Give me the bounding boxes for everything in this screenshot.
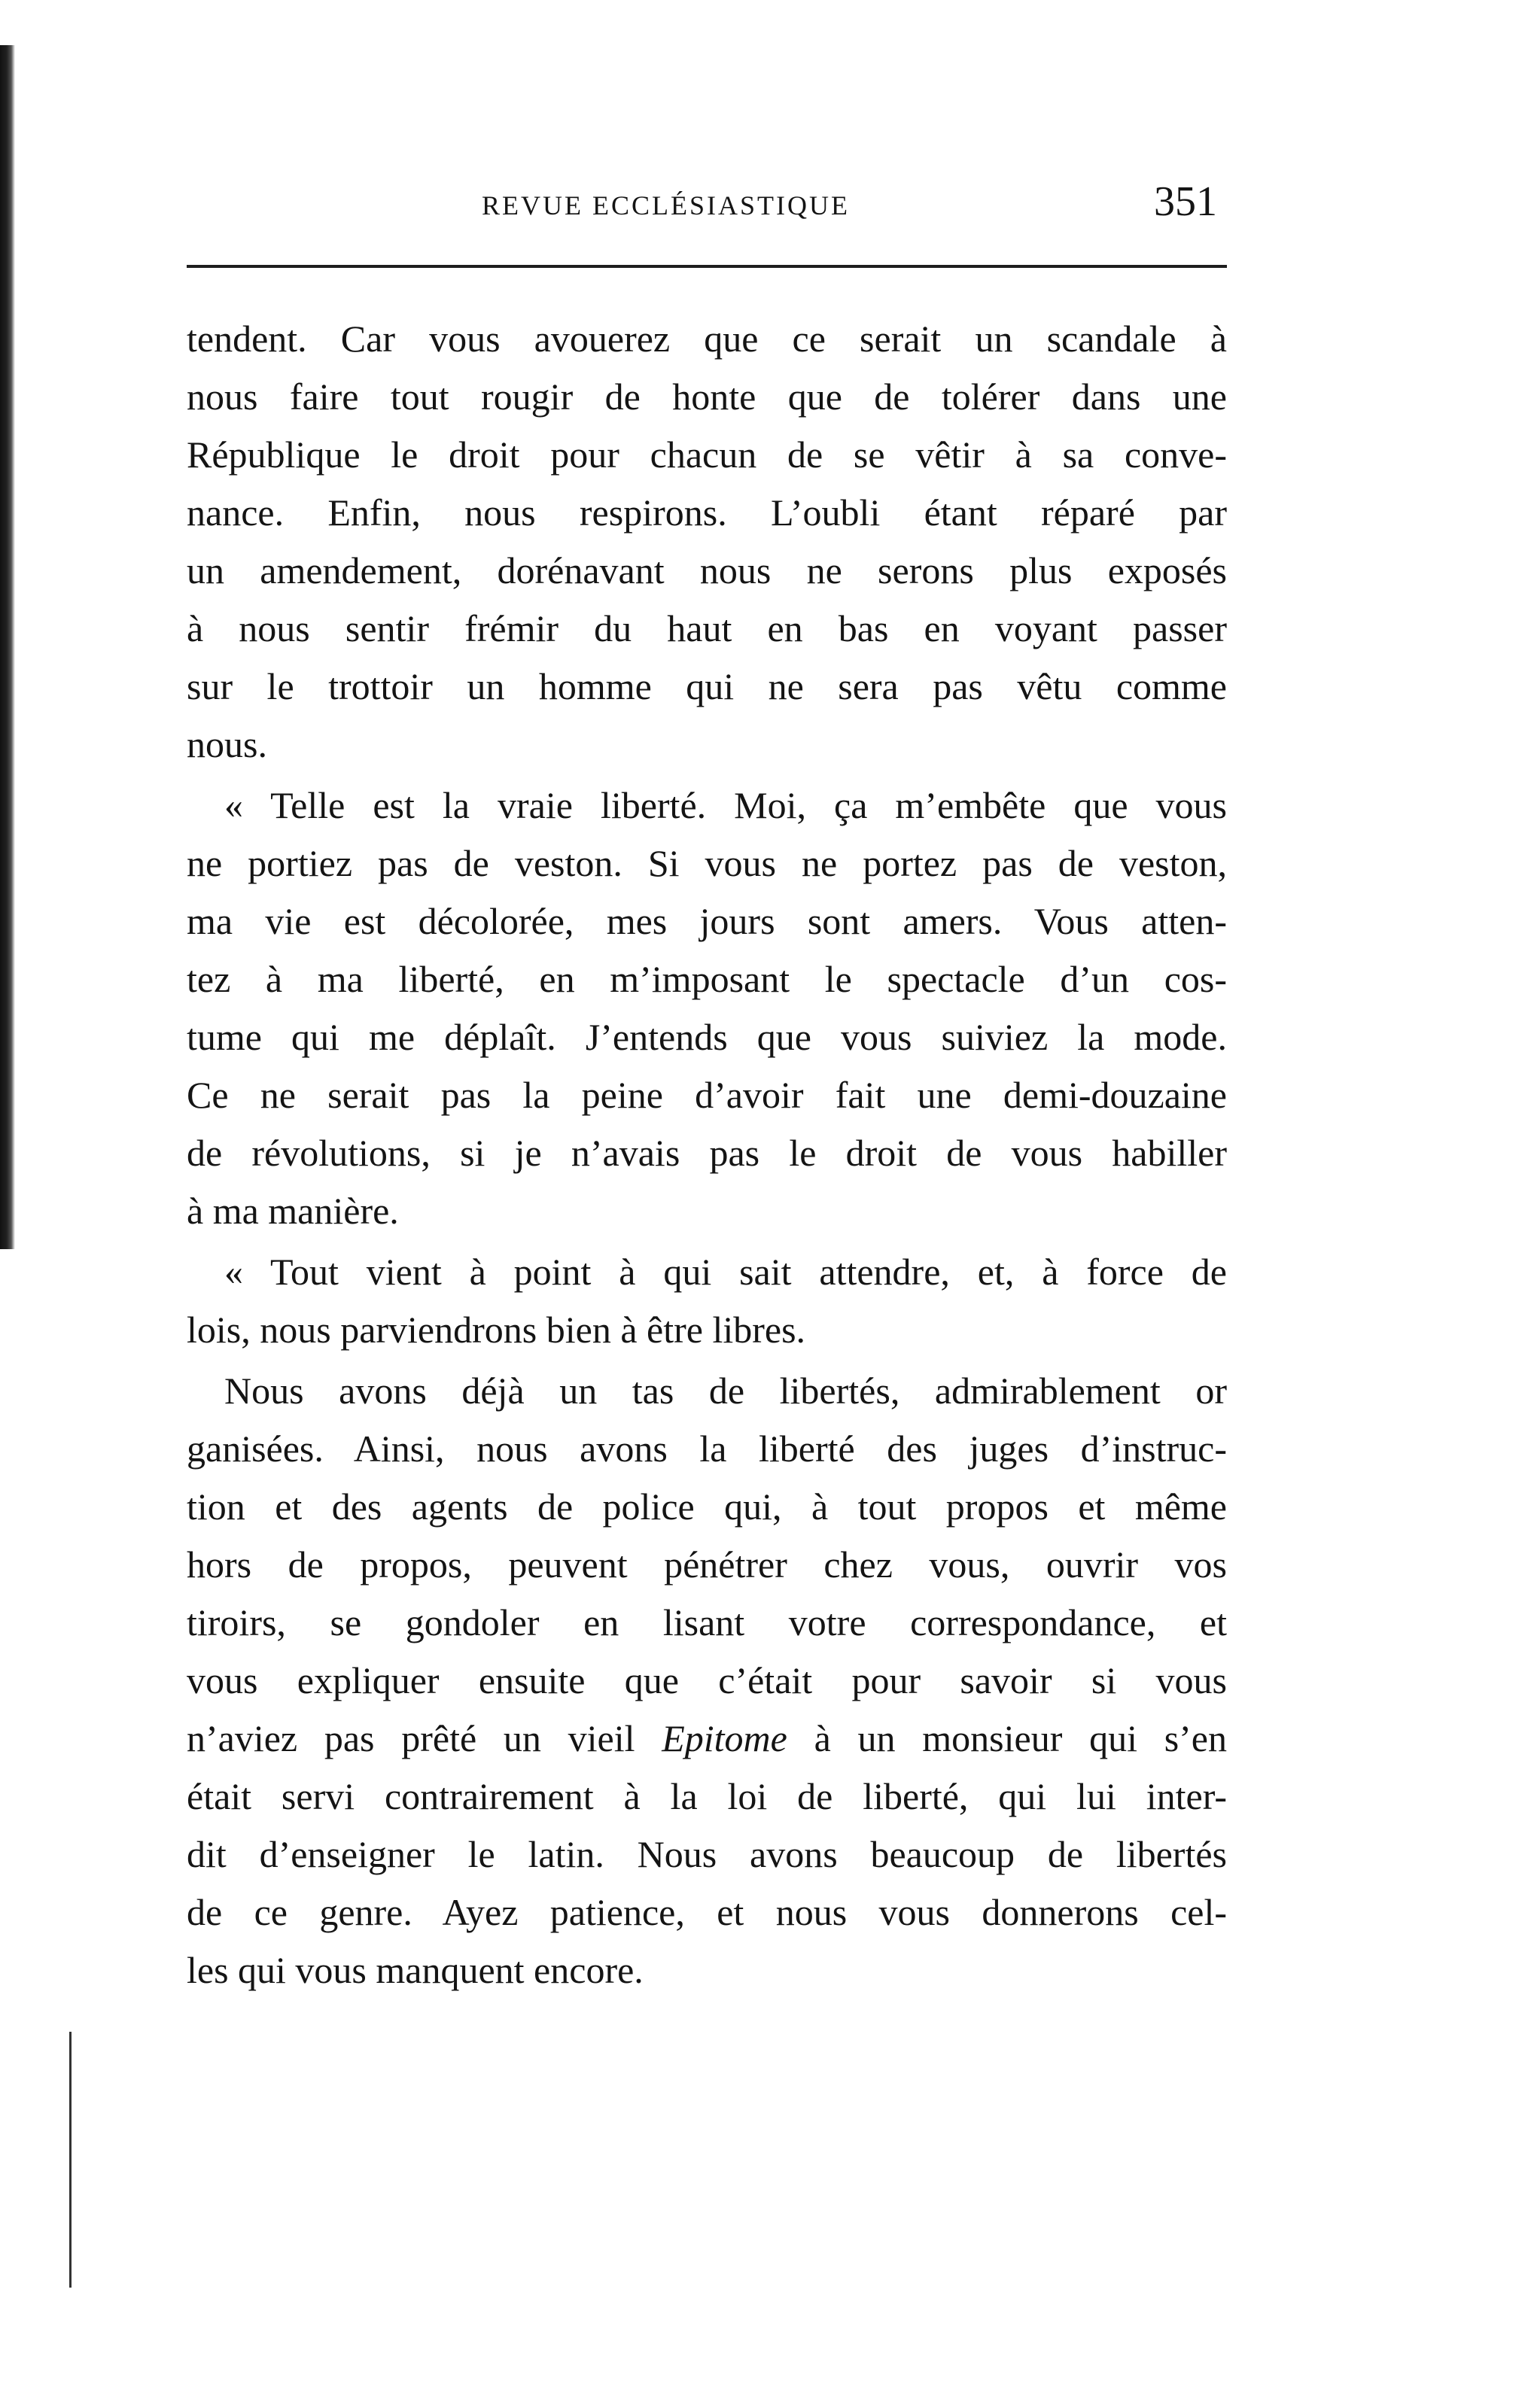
text-line: nance. Enfin, nous respirons. L’oubli étant réparé par: [187, 491, 1227, 534]
text-line: dit d’enseigner le latin. Nous avons beaucoup de libertés: [187, 1833, 1227, 1875]
paragraph: [187, 777, 1227, 1240]
text-line: hors de propos, peuvent pénétrer chez vous, ouvrir vos: [187, 1543, 1227, 1586]
text-line: ganisées. Ainsi, nous avons la liberté des juges d’instruc-: [187, 1427, 1227, 1470]
text-line: ne portiez pas de veston. Si vous ne portez pas de veston,: [187, 842, 1227, 884]
text-line: sur le trottoir un homme qui ne sera pas vêtu comme: [187, 665, 1227, 707]
text-line: de ce genre. Ayez patience, et nous vous donnerons cel-: [187, 1891, 1227, 1933]
text-line: nous.: [187, 723, 267, 765]
text-line: nous faire tout rougir de honte que de tolérer dans une: [187, 375, 1227, 418]
page-number: 351: [1154, 178, 1217, 225]
text-line: Ce ne serait pas la peine d’avoir fait une demi-douzaine: [187, 1074, 1227, 1116]
paragraph: [187, 1243, 1227, 1359]
text-line: Nous avons déjà un tas de libertés, admirablement or: [224, 1370, 1227, 1412]
text-line: les qui vous manquent encore.: [187, 1949, 644, 1991]
text-line: [187, 1710, 1227, 1768]
text-run: à un monsieur qui s’en: [787, 1717, 1227, 1759]
italic-title: Epitome: [662, 1717, 787, 1759]
text-line: tion et des agents de police qui, à tout propos et même: [187, 1485, 1227, 1528]
text-line: République le droit pour chacun de se vêtir à sa conve-: [187, 433, 1227, 476]
text-line: un amendement, dorénavant nous ne serons plus exposés: [187, 549, 1227, 591]
text-line: tendent. Car vous avouerez que ce serait un scandale à: [187, 318, 1227, 360]
text-line: « Tout vient à point à qui sait attendre, et, à force de: [224, 1251, 1227, 1293]
paragraph: [187, 1362, 1227, 1999]
text-line: ma vie est décolorée, mes jours sont amers. Vous atten-: [187, 900, 1227, 942]
text-line: vous expliquer ensuite que c’était pour savoir si vous: [187, 1659, 1227, 1701]
page-header: [0, 172, 1528, 239]
text-line: de révolutions, si je n’avais pas le droit de vous habiller: [187, 1132, 1227, 1174]
text-line: à ma manière.: [187, 1190, 399, 1232]
text-line: tez à ma liberté, en m’imposant le spectacle d’un cos-: [187, 958, 1227, 1000]
paragraph: [187, 310, 1227, 774]
text-line: était servi contrairement à la loi de liberté, qui lui inter-: [187, 1775, 1227, 1817]
page-binding-line: [69, 2032, 72, 2288]
text-line: lois, nous parviendrons bien à être libres.: [187, 1309, 806, 1351]
body-text: [187, 310, 1227, 1999]
text-line: tume qui me déplaît. J’entends que vous suiviez la mode.: [187, 1016, 1227, 1058]
text-line: tiroirs, se gondoler en lisant votre correspondance, et: [187, 1601, 1227, 1643]
text-run: n’aviez pas prêté un vieil: [187, 1717, 662, 1759]
text-line: « Telle est la vraie liberté. Moi, ça m’embête que vous: [224, 784, 1227, 826]
text-line: à nous sentir frémir du haut en bas en voyant passer: [187, 607, 1227, 649]
header-rule: [187, 265, 1227, 268]
running-title: REVUE ECCLÉSIASTIQUE: [482, 190, 850, 220]
